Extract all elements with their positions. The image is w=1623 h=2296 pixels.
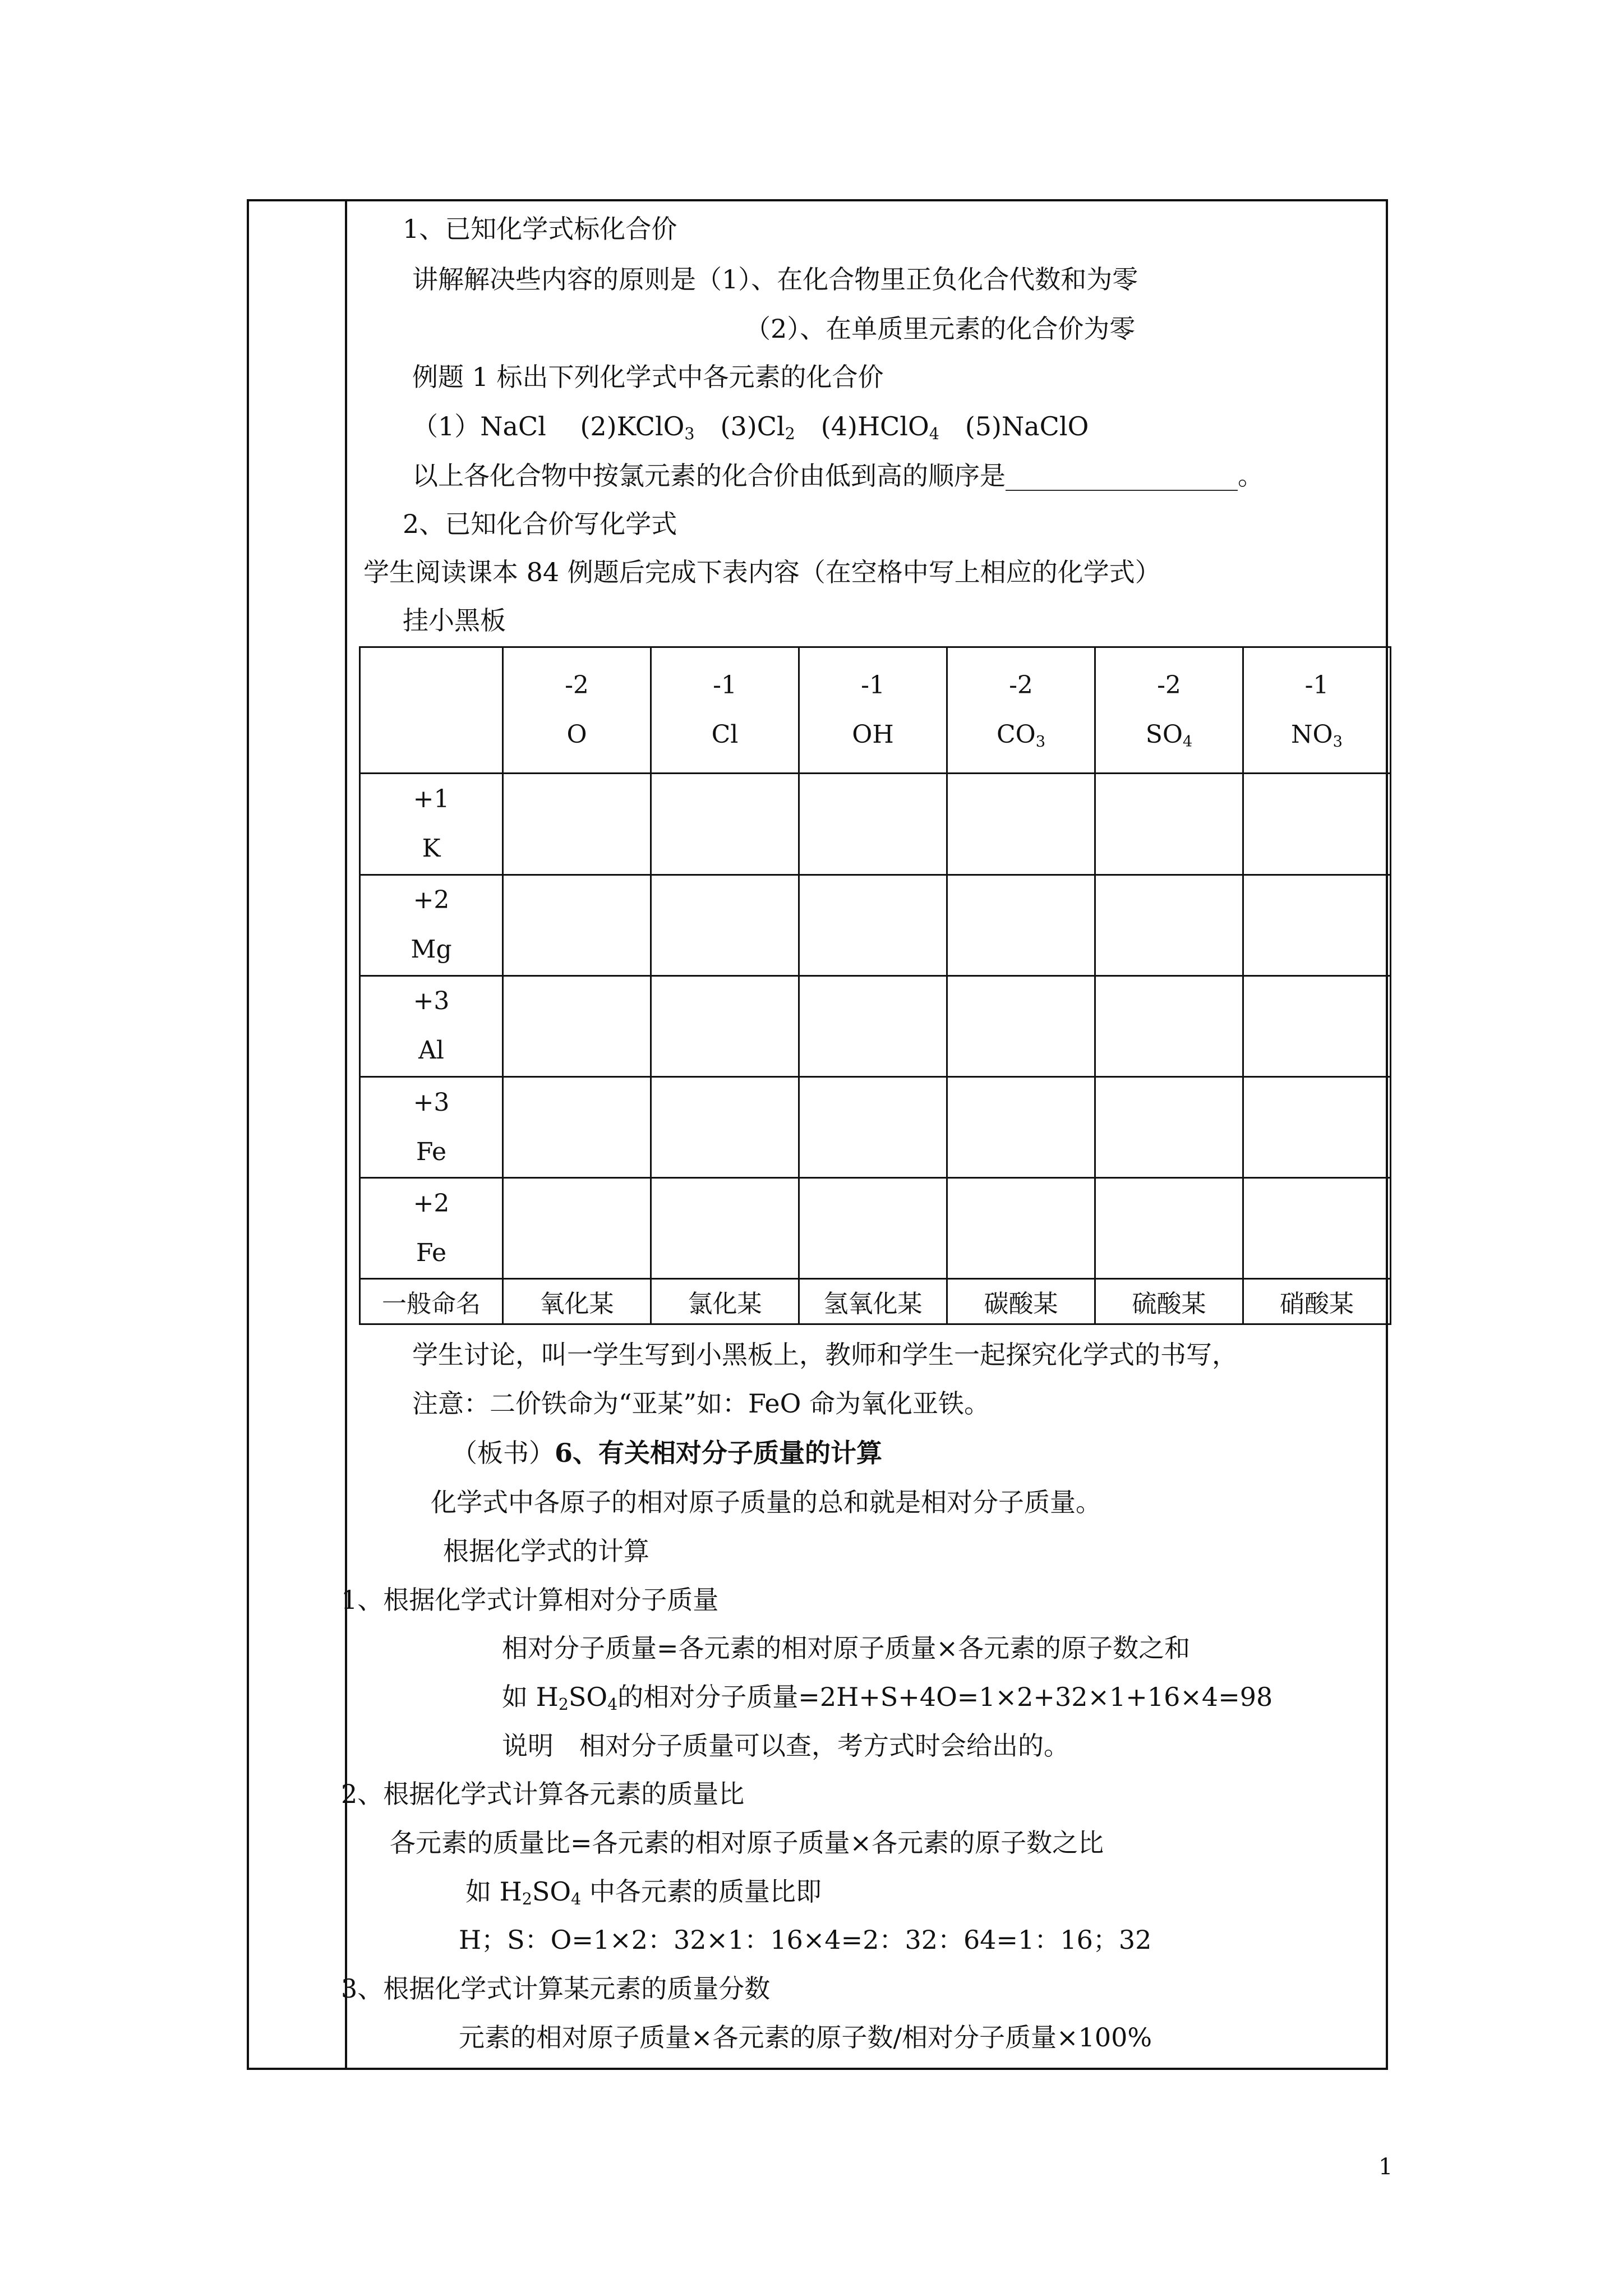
cation-header: +2 Fe bbox=[360, 1178, 503, 1279]
blank-cell bbox=[1243, 976, 1391, 1076]
blackboard-note: 挂小黑板 bbox=[403, 605, 506, 636]
blank-cell bbox=[1243, 1077, 1391, 1178]
blank-cell bbox=[503, 875, 651, 976]
example-h2so4-ratio: 如 $H_2SO_4$ 中各元素的质量比即 bbox=[465, 1876, 822, 1909]
naming-cell: 硫酸某 bbox=[1095, 1279, 1243, 1324]
table-row bbox=[360, 1178, 1391, 1279]
blank-cell bbox=[947, 1077, 1095, 1178]
anion-header: -2 O bbox=[503, 647, 651, 774]
blank-cell bbox=[503, 774, 651, 875]
blank-cell bbox=[1095, 875, 1243, 976]
naming-cell: 氯化某 bbox=[651, 1279, 799, 1324]
example-1-formulas: （1）NaCl (2)KClO$_3$ $(3)Cl_2$ (4)HClO$_4$ (5)NaClO bbox=[412, 411, 1089, 444]
blank-cell bbox=[799, 875, 947, 976]
blank-cell bbox=[1095, 1077, 1243, 1178]
naming-label: 一般命名 bbox=[360, 1279, 503, 1324]
order-question: 以上各化合物中按氯元素的化合价由低到高的顺序是__________________。 bbox=[412, 461, 1264, 491]
blank-cell bbox=[947, 774, 1095, 875]
blank-cell bbox=[947, 1178, 1095, 1279]
discussion-line: 学生讨论，叫一学生写到小黑板上，教师和学生一起探究化学式的书写， bbox=[412, 1340, 1238, 1370]
heading-write-formula: 2、已知化合价写化学式 bbox=[403, 509, 677, 539]
blank-cell bbox=[503, 1178, 651, 1279]
cation-header: +3 Fe bbox=[360, 1077, 503, 1178]
naming-cell: 氧化某 bbox=[503, 1279, 651, 1324]
blank-cell bbox=[799, 1077, 947, 1178]
table-row bbox=[360, 1077, 1391, 1178]
formula-mass-ratio: 各元素的质量比=各元素的相对原子质量×各元素的原子数之比 bbox=[390, 1828, 1104, 1858]
naming-row bbox=[360, 1279, 1391, 1324]
blank-cell bbox=[651, 1178, 799, 1279]
table-header-row bbox=[360, 647, 1391, 774]
blank-cell bbox=[1243, 875, 1391, 976]
valence-table bbox=[359, 646, 1391, 1325]
blank-cell bbox=[503, 1077, 651, 1178]
calc-item-3: 3、根据化学式计算某元素的质量分数 bbox=[341, 1973, 771, 2004]
principle-line-1: 讲解解决些内容的原则是（1）、在化合物里正负化合代数和为零 bbox=[412, 264, 1138, 295]
section-6-heading: （板书）6、有关相对分子质量的计算 bbox=[451, 1438, 883, 1468]
blank-cell bbox=[1095, 774, 1243, 875]
cation-header: +1 K bbox=[360, 774, 503, 875]
anion-header: -1 Cl bbox=[651, 647, 799, 774]
ratio-result: H；S：O=1×2：32×1：16×4=2：32：64=1：16；32 bbox=[459, 1925, 1152, 1955]
blank-cell bbox=[799, 774, 947, 875]
blank-cell bbox=[503, 976, 651, 1076]
anion-header: -1 $NO_3$ bbox=[1243, 647, 1391, 774]
example-h2so4-mass: 如 $H_2SO_4$的相对分子质量=2H+S+4O=1×2+32×1+16×4=98 bbox=[502, 1682, 1273, 1714]
blank-cell bbox=[947, 875, 1095, 976]
blank-cell bbox=[651, 976, 799, 1076]
blank-cell bbox=[651, 875, 799, 976]
explanation-line: 说明 相对分子质量可以查，考方式时会给出的。 bbox=[502, 1731, 1069, 1761]
blank-cell bbox=[1095, 1178, 1243, 1279]
calc-item-2: 2、根据化学式计算各元素的质量比 bbox=[341, 1779, 745, 1809]
cation-header: +3 Al bbox=[360, 976, 503, 1076]
table-row bbox=[360, 875, 1391, 976]
reading-instruction: 学生阅读课本 84 例题后完成下表内容（在空格中写上相应的化学式） bbox=[363, 557, 1161, 587]
formula-mass-fraction: 元素的相对原子质量×各元素的原子数/相对分子质量×100% bbox=[459, 2022, 1152, 2053]
naming-cell: 氢氧化某 bbox=[799, 1279, 947, 1324]
heading-label-valence: 1、已知化学式标化合价 bbox=[403, 214, 677, 244]
blank-cell bbox=[799, 1178, 947, 1279]
principle-line-2: （2）、在单质里元素的化合价为零 bbox=[745, 314, 1136, 344]
definition-line: 化学式中各原子的相对原子质量的总和就是相对分子质量。 bbox=[431, 1487, 1101, 1517]
blank-cell bbox=[1243, 1178, 1391, 1279]
page-number: 1 bbox=[1378, 2154, 1393, 2180]
calc-subheading: 根据化学式的计算 bbox=[443, 1536, 649, 1566]
blank-cell bbox=[1095, 976, 1243, 1076]
naming-cell: 碳酸某 bbox=[947, 1279, 1095, 1324]
table-row bbox=[360, 774, 1391, 875]
header-corner-cell bbox=[360, 647, 503, 774]
formula-relative-mass: 相对分子质量=各元素的相对原子质量×各元素的原子数之和 bbox=[502, 1633, 1191, 1663]
table-row bbox=[360, 976, 1391, 1076]
calc-item-1: 1、根据化学式计算相对分子质量 bbox=[341, 1585, 719, 1615]
anion-header: -1 OH bbox=[799, 647, 947, 774]
blank-cell bbox=[1243, 774, 1391, 875]
naming-cell: 硝酸某 bbox=[1243, 1279, 1391, 1324]
blank-cell bbox=[651, 774, 799, 875]
anion-header: -2 $CO_3$ bbox=[947, 647, 1095, 774]
cation-header: +2 Mg bbox=[360, 875, 503, 976]
blank-cell bbox=[947, 976, 1095, 1076]
example-1-title: 例题 1 标出下列化学式中各元素的化合价 bbox=[412, 362, 884, 392]
note-line: 注意：二价铁命为“亚某”如：FeO 命为氧化亚铁。 bbox=[412, 1388, 990, 1419]
blank-cell bbox=[799, 976, 947, 1076]
anion-header: -2 $SO_4$ bbox=[1095, 647, 1243, 774]
blank-cell bbox=[651, 1077, 799, 1178]
